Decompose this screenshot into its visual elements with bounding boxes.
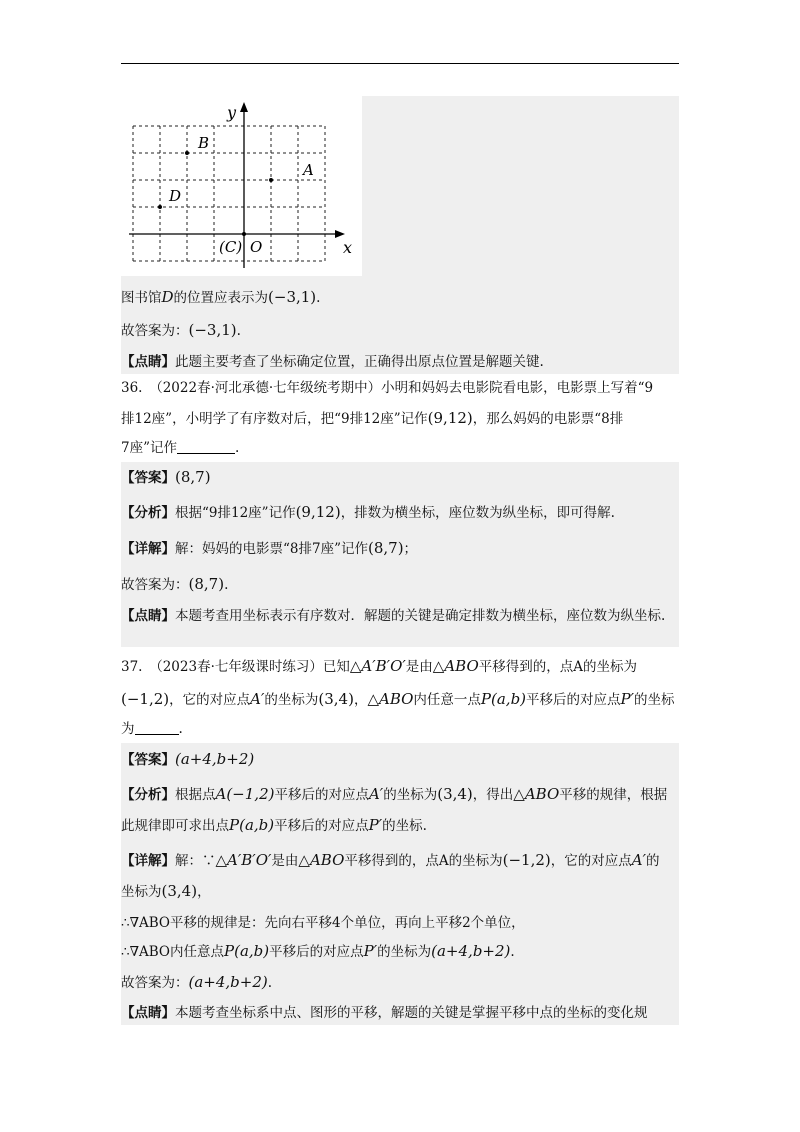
point-a-label: A <box>303 161 314 179</box>
point-d-dot <box>158 205 162 209</box>
point-b-label: B <box>198 134 210 152</box>
q35-answer-line: 故答案为：(−3,1). <box>121 321 241 339</box>
q35-comment-line: 【点睛】此题主要考查了坐标确定位置，正确得出原点位置是解题关键. <box>121 354 544 370</box>
q36-comment-line: 【点睛】本题考查用坐标表示有序数对．解题的关键是确定排数为横坐标，座位数为纵坐标. <box>121 608 666 624</box>
answer-blank <box>135 720 179 735</box>
q37-question-line2: (−1,2)，它的对应点A′的坐标为(3,4)，△ABO内任意一点P(a,b)平移后的对应点P′的坐标 <box>121 690 675 708</box>
q37-question-line3: 为 . <box>121 721 183 737</box>
answer-blank <box>177 439 235 454</box>
q36-question-line1: 36. （2022春·河北承德·七年级统考期中）小明和妈妈去电影院看电影，电影票上写着“9 <box>121 380 654 396</box>
y-label: y <box>227 103 237 122</box>
coordinate-grid-figure <box>121 96 362 276</box>
q37-detail-line1: 【详解】解：∵△A′B′O′是由△ABO平移得到的，点A的坐标为(−1,2)，它的对应点A′的 <box>121 851 660 869</box>
q37-analysis-line2: 此规律即可求出点P(a,b)平移后的对应点P′的坐标. <box>121 816 427 834</box>
q36-final-line: 故答案为：(8,7). <box>121 575 229 593</box>
q36-detail-line: 【详解】解：妈妈的电影票“8排7座”记作(8,7)； <box>121 539 418 557</box>
point-a-dot <box>269 178 273 182</box>
q37-question-line1: 37. （2023春·七年级课时练习）已知△A′B′O′是由△ABO平移得到的，点A的坐标为 <box>121 657 637 675</box>
origin-label: O <box>250 238 263 256</box>
q36-question-line3: 7座”记作 . <box>121 440 240 456</box>
q36-answer-line: 【答案】(8,7) <box>121 468 211 486</box>
q37-detail-line3: ∴∇ABO平移的规律是：先向右平移4个单位，再向上平移2个单位， <box>121 915 525 931</box>
q37-final-line: 故答案为：(a+4,b+2). <box>121 973 273 991</box>
q37-analysis-line1: 【分析】根据点A(−1,2)平移后的对应点A′的坐标为(3,4)，得出△ABO平移的规律，根据 <box>121 785 668 803</box>
q37-detail-line2: 坐标为(3,4)， <box>121 882 211 900</box>
x-label: x <box>343 238 353 257</box>
point-d-label: D <box>169 187 182 205</box>
header-rule <box>121 63 679 64</box>
q36-question-line2: 排12座”，小明学了有序数对后，把“9排12座”记作(9,12)，那么妈妈的电影票“8排 <box>121 409 624 427</box>
point-c-label: (C) <box>219 238 243 256</box>
point-b-dot <box>185 151 189 155</box>
q37-answer-line: 【答案】(a+4,b+2) <box>121 750 255 768</box>
q37-detail-line4: ∴∇ABO内任意点P(a,b)平移后的对应点P′的坐标为(a+4,b+2). <box>121 942 515 960</box>
q35-location-line: 图书馆D的位置应表示为(−3,1). <box>121 288 321 306</box>
q37-comment-line: 【点睛】本题考查坐标系中点、图形的平移，解题的关键是掌握平移中点的坐标的变化规 <box>121 1005 648 1021</box>
figure-shade <box>362 96 679 276</box>
point-c-dot <box>242 232 246 236</box>
q36-analysis-line: 【分析】根据“9排12座”记作(9,12)，排数为横坐标，座位数为纵坐标，即可得解. <box>121 503 615 521</box>
